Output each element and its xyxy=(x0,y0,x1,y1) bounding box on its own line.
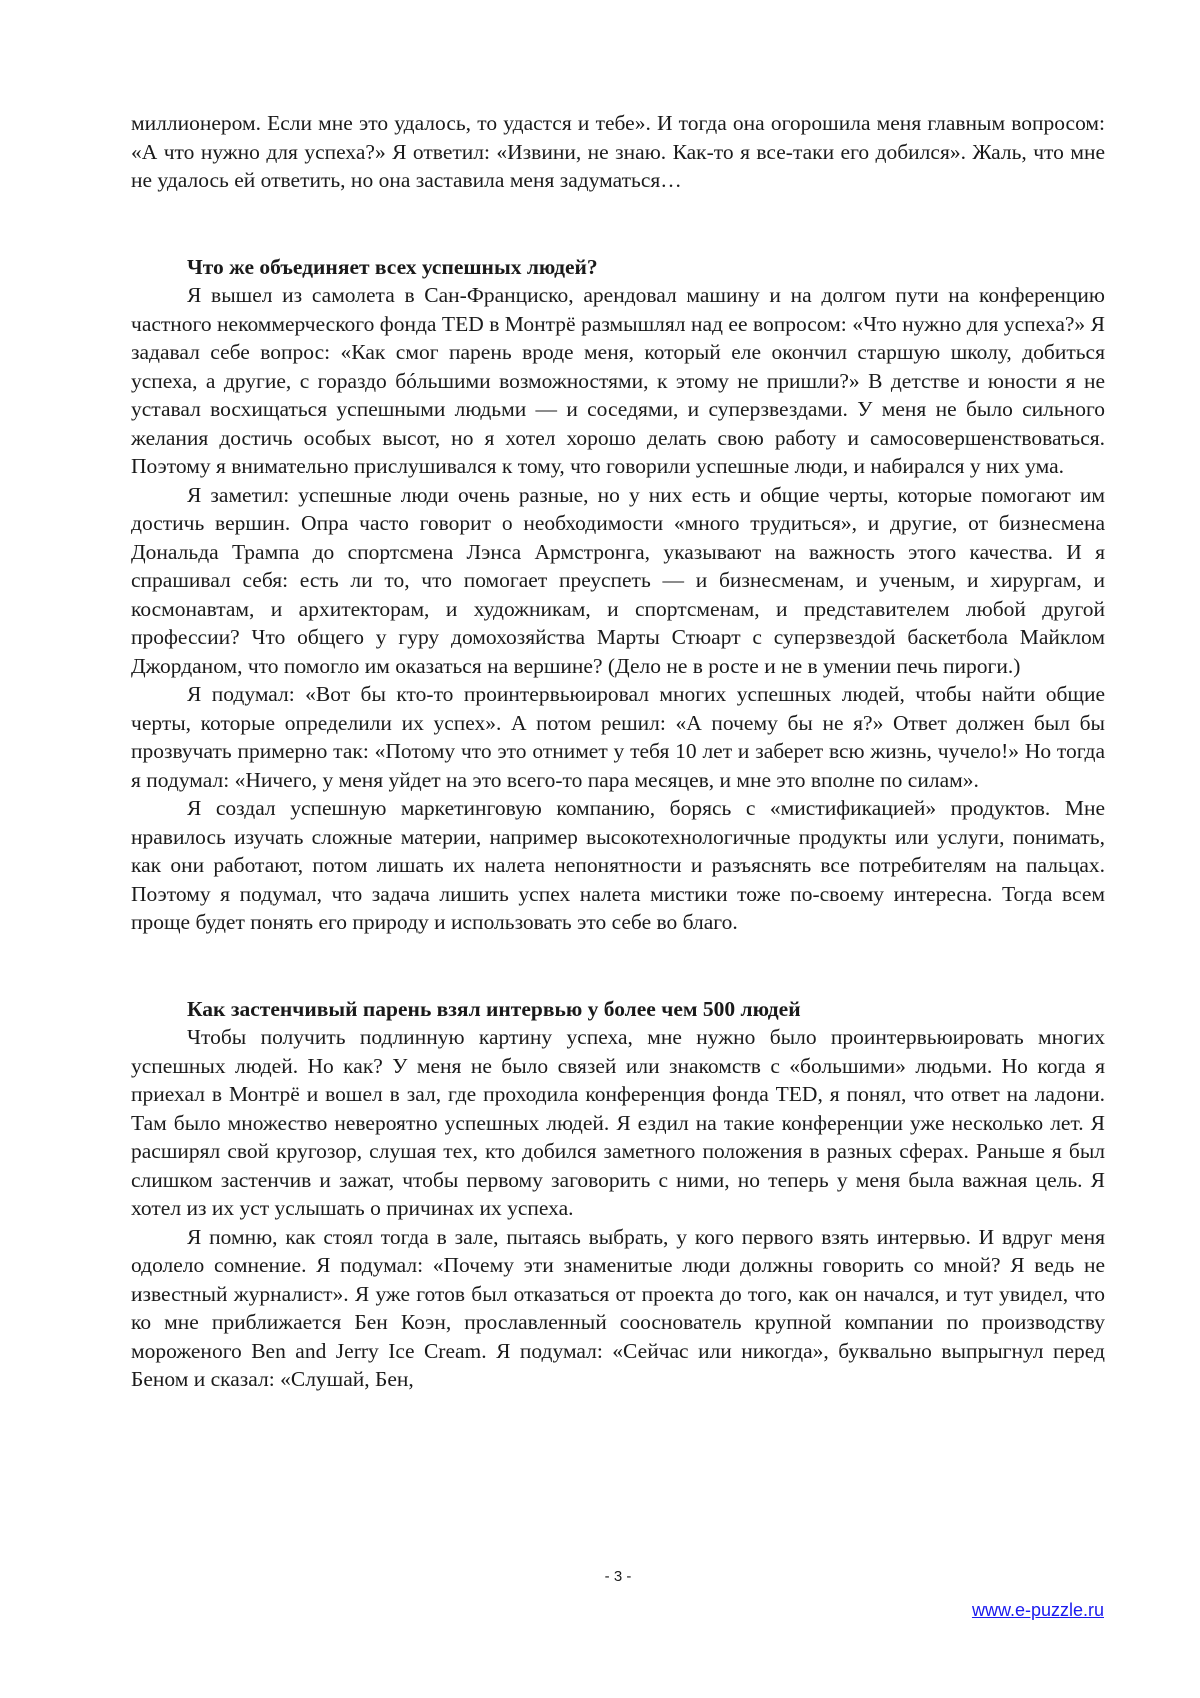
section-spacer xyxy=(131,195,1105,253)
section-spacer xyxy=(131,937,1105,995)
body-paragraph: Я вышел из самолета в Сан-Франциско, арендовал машину и на долгом пути на конференцию частного некоммерческого фонда TED в Монтрё размышлял над ее вопросом: «Что нужно для успеха?» Я задавал себе вопрос: «Как смог парень вроде меня, который еле окончил старшую школу, добиться успеха, а другие, с гораздо бóльшими возможностями, к этому не пришли?» В детстве и юности я не уставал восхищаться успешными людьми — и соседями, и суперзвездами. У меня не было сильного желания достичь особых высот, но я хотел хорошо делать свою работу и самосовершенствоваться. Поэтому я внимательно прислушивался к тому, что говорили успешные люди, и набирался у них ума. xyxy=(131,283,1105,478)
body-paragraph: Чтобы получить подлинную картину успеха, мне нужно было проинтервьюировать многих успешных людей. Но как? У меня не было связей или знакомств с «большими» людьми. Но когда я приехал в Монтрё и вошел в зал, где проходила конференция фонда TED, я понял, что ответ на ладони. Там было множество невероятно успешных людей. Я ездил на такие конференции уже несколько лет. Я расширял свой кругозор, слушая тех, кто добился заметного положения в разных сферах. Раньше я был слишком застенчив и зажат, чтобы первому заговорить с ними, но теперь у меня была важная цель. Я хотел из их уст услышать о причинах их успеха. xyxy=(131,1025,1105,1220)
opening-paragraph: миллионером. Если мне это удалось, то удастся и тебе». И тогда она огорошила меня главным вопросом: «А что нужно для успеха?» Я ответил: «Извини, не знаю. Как-то я все-таки его добился». Жаль, что мне не удалось ей ответить, но она заставила меня задуматься… xyxy=(131,111,1105,192)
page-body xyxy=(131,109,1105,1394)
section-heading: Что же объединяет всех успешных людей? xyxy=(187,254,598,279)
website-link[interactable]: www.e-puzzle.ru xyxy=(971,1600,1104,1620)
body-paragraph: Я заметил: успешные люди очень разные, но у них есть и общие черты, которые помогают им достичь вершин. Опра часто говорит о необходимости «много трудиться», и другие, от бизнесмена Дональда Трампа до спортсмена Лэнса Армстронга, указывают на важность этого качества. И я спрашивал себя: есть ли то, что помогает преуспеть — и бизнесменам, и ученым, и хирургам, и космонавтам, и архитекторам, и художникам, и спортсменам, и представителем любой другой профессии? Что общего у гуру домохозяйства Марты Стюарт с суперзвездой баскетбола Майклом Джорданом, что помогло им оказаться на вершине? (Дело не в росте и не в умении печь пироги.) xyxy=(131,482,1105,678)
body-paragraph: Я помню, как стоял тогда в зале, пытаясь выбрать, у кого первого взять интервью. И вдруг меня одолело сомнение. Я подумал: «Почему эти знаменитые люди должны говорить со мной? Я ведь не известный журналист». Я уже готов был отказаться от проекта до того, как он начался, и тут увидел, что ко мне приближается Бен Коэн, прославленный сооснователь крупной компании по производству мороженого Ben and Jerry Ice Cream. Я подумал: «Сейчас или никогда», буквально выпрыгнул перед Беном и сказал: «Слушай, Бен, xyxy=(131,1224,1105,1391)
body-paragraph: Я подумал: «Вот бы кто-то проинтервьюировал многих успешных людей, чтобы найти общие черты, которые определили их успех». А потом решил: «А почему бы не я?» Ответ должен был бы прозвучать примерно так: «Потому что это отнимет у тебя 10 лет и заберет всю жизнь, чучело!» Но тогда я подумал: «Ничего, у меня уйдет на это всего-то пара месяцев, и мне это вполне по силам». xyxy=(131,682,1105,792)
page-number: - 3 - xyxy=(604,1568,632,1585)
body-paragraph: Я создал успешную маркетинговую компанию, борясь с «мистификацией» продуктов. Мне нравилось изучать сложные материи, например высокотехнологичные продукты или услуги, понимать, как они работают, потом лишать их налета непонятности и разъяснять все потребителям на пальцах. Поэтому я подумал, что задача лишить успех налета мистики тоже по-своему интересна. Тогда всем проще будет понять его природу и использовать это себе во благо. xyxy=(131,796,1105,934)
section-heading: Как застенчивый парень взял интервью у более чем 500 людей xyxy=(187,996,801,1021)
